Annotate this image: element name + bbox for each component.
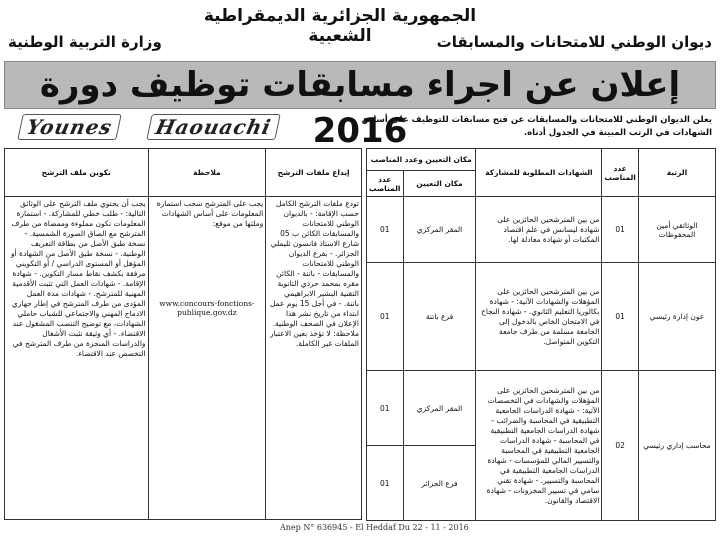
header-place-group: مكان التعيين وعدد المناصب bbox=[367, 149, 476, 171]
note-url: www.concours-fonctions-publique.gov.dz bbox=[159, 299, 255, 317]
header-deposit: إيداع ملفات الترشح bbox=[266, 149, 362, 197]
rank-cell: عون إدارة رئيسي bbox=[638, 263, 715, 371]
republic-title: الجمهورية الجزائرية الديمقراطية الشعبية bbox=[203, 6, 477, 46]
posts-cell: 01 bbox=[367, 371, 404, 446]
place-cell: فرع باتنة bbox=[403, 263, 476, 371]
place-cell: المقر المركزي bbox=[403, 197, 476, 263]
note-text: يجب على المترشح سحب استمارة المعلومات على أساس الشهادات وملئها من موقع: bbox=[156, 199, 264, 228]
application-table bbox=[4, 148, 362, 520]
file-cell: يجب أن يحتوي ملف الترشح على الوثائق التالية: - طلب خطي للمشاركة. - استمارة المعلومات تكون مملوءة وممضاة من طرف المترشح مع الصاق الصورة الشمسية. - نسخة طبق الأصل من بطاقة التعريف الوطنية. - نسخة طبق الأصل من الشهادة أو المؤهل أو المستوى الدراسي / أو التكويني مرفقة بكشف نقاط مسار التكوين. - شهادة الإقامة. - شهادات العمل التي تثبت الأقدمية المهنية للمترشح. - شهادات مدة العمل المؤدى من طرف المترشح في إطار جهازي الادماج المهني والاجتماعي للشباب حاملي الشهادات، مع توضيح التنصب المشغول عند الاقتضاء. - أي وثيقة تثبت الأشغال والدراسات المنجزة من طرف المترشح في التخصص عند الاقتضاء. bbox=[5, 197, 149, 520]
announcement-banner: إعلان عن اجراء مسابقات توظيف دورة 2016 bbox=[4, 61, 716, 109]
num-cell: 01 bbox=[602, 197, 638, 263]
header-file: تكوين ملف الترشح bbox=[5, 149, 149, 197]
rank-cell: الوثائقي أمين المحفوظات bbox=[638, 197, 715, 263]
ranks-table bbox=[366, 148, 716, 521]
intro-text: يعلن الديوان الوطني للامتحانات والمسابقات عن فتح مسابقات للتوظيف على أساس الشهادات في الرتب المبينة في الجدول أدناه. bbox=[361, 115, 712, 138]
table-row bbox=[367, 371, 716, 446]
cert-cell: من بين المترشحين الحائزين على شهادة ليسانس في علم اقتصاد المكتبات أو شهادة معادلة لها. bbox=[476, 197, 602, 263]
num-cell: 01 bbox=[602, 263, 638, 371]
footer-ref: Anep N° 636945 - El Heddaf Du 22 - 11 - 2016 bbox=[280, 523, 469, 532]
num-cell: 02 bbox=[602, 371, 638, 521]
table-row bbox=[367, 263, 716, 371]
signature-first: Younes bbox=[17, 114, 121, 140]
place-cell: المقر المركزي bbox=[403, 371, 476, 446]
cert-cell: من بين المترشحين الحائزين على المؤهلات والشهادات الآتية: - شهادة بكالوريا التعليم الثانوي. - شهادة النجاح في الامتحان الخاص بالدخول إلى الجامعة مسلمة من طرف جامعة التكوين المتواصل. bbox=[476, 263, 602, 371]
note-cell bbox=[148, 197, 266, 520]
ministry-name: وزارة التربية الوطنية bbox=[8, 33, 162, 51]
table-row bbox=[367, 197, 716, 263]
posts-cell: 01 bbox=[367, 197, 404, 263]
posts-cell: 01 bbox=[367, 446, 404, 521]
cert-cell: من بين المترشحين الحائزين على المؤهلات والشهادات في التخصصات الآتية: - شهادة الدراسات الجامعية التطبيقية في المحاسبة والضرائب - شهادة الدراسات الجامعية التطبيقية في المحاسبة - شهادة الدراسات الجامعية التطبيقية في المحاسبة والتسيير المالي للمؤسسات - شهادة الدراسات الجامعية التطبيقية في المحاسبة والتسيير. - شهادة تقني سامي في تسيير المخزونات - شهادة الاقتصاد والقانون. bbox=[476, 371, 602, 521]
place-cell: فرع الجزائر bbox=[403, 446, 476, 521]
posts-cell: 01 bbox=[367, 263, 404, 371]
deposit-cell: تودع ملفات الترشح الكامل حسب الإقامة: - بالديوان الوطني للامتحانات والمسابقات الكائن ب 05 شارع الاستاذ فانسون ثليملي الجزائر. - بفرع الديوان الوطني للامتحانات والمسابقات - باتنة - الكائن مقره بمحمد حردي الثانوية التقنية البشير الابراهيمي باتنة. - في أجل 15 يوم عمل ابتداء من تاريخ نشر هذا الإعلان في الصحف الوطنية. ملاحظة: لا تؤخذ بعين الاعتبار الملفات غير الكاملة. bbox=[266, 197, 362, 520]
header-note: ملاحظة bbox=[148, 149, 266, 197]
header-rank: الرتبة bbox=[638, 149, 715, 197]
signature-second: Haouachi bbox=[146, 114, 281, 140]
signature-logo bbox=[20, 114, 340, 142]
office-name: ديوان الوطني للامتحانات والمسابقات bbox=[436, 33, 712, 51]
header-certificates: الشهادات المطلوبة للمشاركة bbox=[476, 149, 602, 197]
header-place: مكان التعيين bbox=[403, 171, 476, 197]
rank-cell: محاسب إداري رئيسي bbox=[638, 371, 715, 521]
header-posts: عدد المناصب bbox=[367, 171, 404, 197]
header-num-posts: عدد المناصب bbox=[602, 149, 638, 197]
